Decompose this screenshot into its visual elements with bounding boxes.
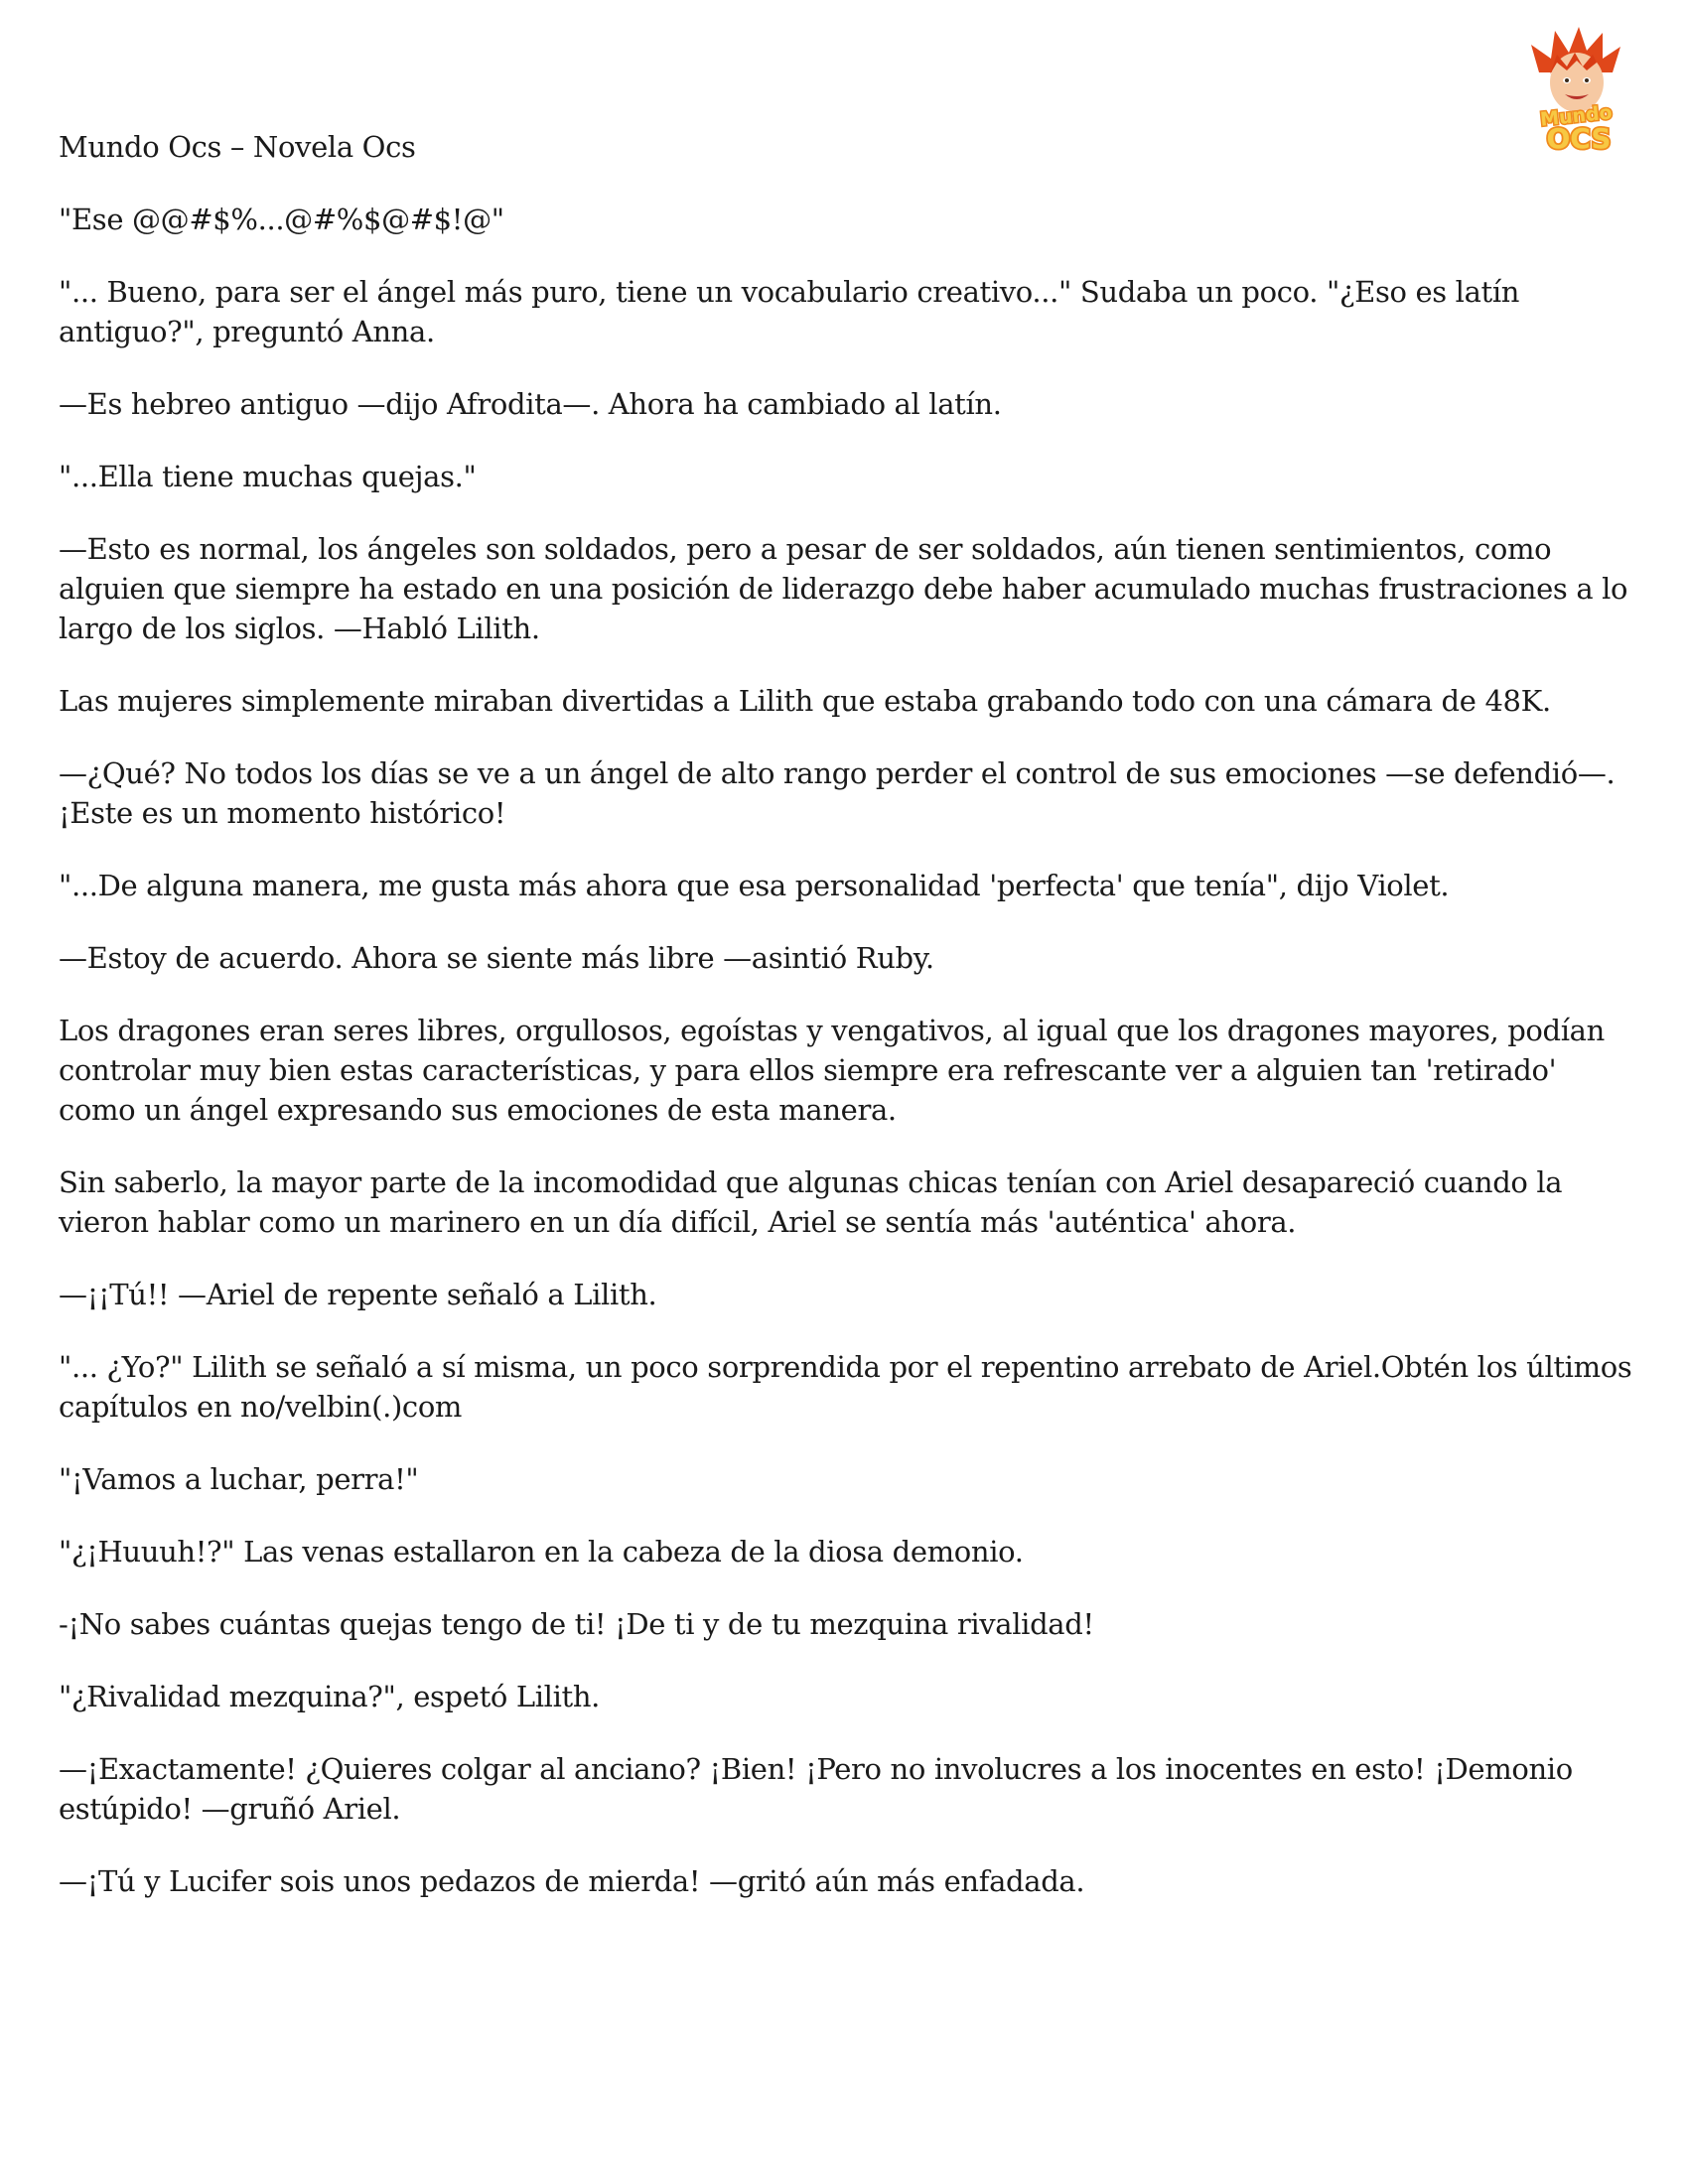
paragraph: "¿¡Huuuh!?" Las venas estallaron en la cabeza de la diosa demonio. [59,1535,1024,1569]
paragraph: —¿Qué? No todos los días se ve a un ángel de alto rango perder el control de sus emociones —se defendió—. ¡Este es un momento histórico! [59,756,1616,830]
paragraph: "... Bueno, para ser el ángel más puro, tiene un vocabulario creativo..." Sudaba un poco. "¿Eso es latín antiguo?", preguntó Anna. [59,275,1520,348]
paragraph: Los dragones eran seres libres, orgullosos, egoístas y vengativos, al igual que los dragones mayores, podían controlar muy bien estas características, y para ellos siempre era refrescante ver a alguien tan 'retirado' como un ángel expresando sus emociones de esta manera. [59,1014,1605,1127]
paragraph: —¡Tú y Lucifer sois unos pedazos de mierda! —gritó aún más enfadada. [59,1864,1085,1898]
paragraph: -¡No sabes cuántas quejas tengo de ti! ¡De ti y de tu mezquina rivalidad! [59,1607,1094,1641]
paragraph: "...Ella tiene muchas quejas." [59,460,477,493]
paragraph: Sin saberlo, la mayor parte de la incomodidad que algunas chicas tenían con Ariel desapareció cuando la vieron hablar como un marinero en un día difícil, Ariel se sentía más 'auténtica' ahora. [59,1165,1563,1239]
paragraph: "Ese @@#$%...@#%$@#$!@" [59,203,504,236]
document-body [59,127,1637,1934]
paragraph: —Esto es normal, los ángeles son soldados, pero a pesar de ser soldados, aún tienen sentimientos, como alguien que siempre ha estado en una posición de liderazgo debe haber acumulado muchas frustraciones a lo largo de los siglos. —Habló Lilith. [59,532,1628,645]
logo-text-line1: Mundo [1539,101,1614,131]
paragraph: "...De alguna manera, me gusta más ahora que esa personalidad 'perfecta' que tenía", dijo Violet. [59,869,1450,902]
document-header: Mundo Ocs – Novela Ocs [59,130,416,164]
paragraph: "¡Vamos a luchar, perra!" [59,1462,419,1496]
paragraph: "¿Rivalidad mezquina?", espetó Lilith. [59,1680,601,1713]
paragraph: "... ¿Yo?" Lilith se señaló a sí misma, un poco sorprendida por el repentino arrebato de Ariel.Obtén los últimos capítulos en nо/velbin(.)com [59,1350,1632,1424]
paragraph: Las mujeres simplemente miraban divertidas a Lilith que estaba grabando todo con una cámara de 48K. [59,684,1551,718]
paragraph: —¡Exactamente! ¿Quieres colgar al anciano? ¡Bien! ¡Pero no involucres a los inocentes en esto! ¡Demonio estúpido! —gruñó Ariel. [59,1752,1573,1826]
paragraph: —¡¡Tú!! —Ariel de repente señaló a Lilith. [59,1278,657,1311]
paragraph: —Es hebreo antiguo —dijo Afrodita—. Ahora ha cambiado al latín. [59,387,1002,421]
paragraph: —Estoy de acuerdo. Ahora se siente más libre —asintió Ruby. [59,941,934,975]
logo-text-line2: OCS [1546,122,1612,154]
